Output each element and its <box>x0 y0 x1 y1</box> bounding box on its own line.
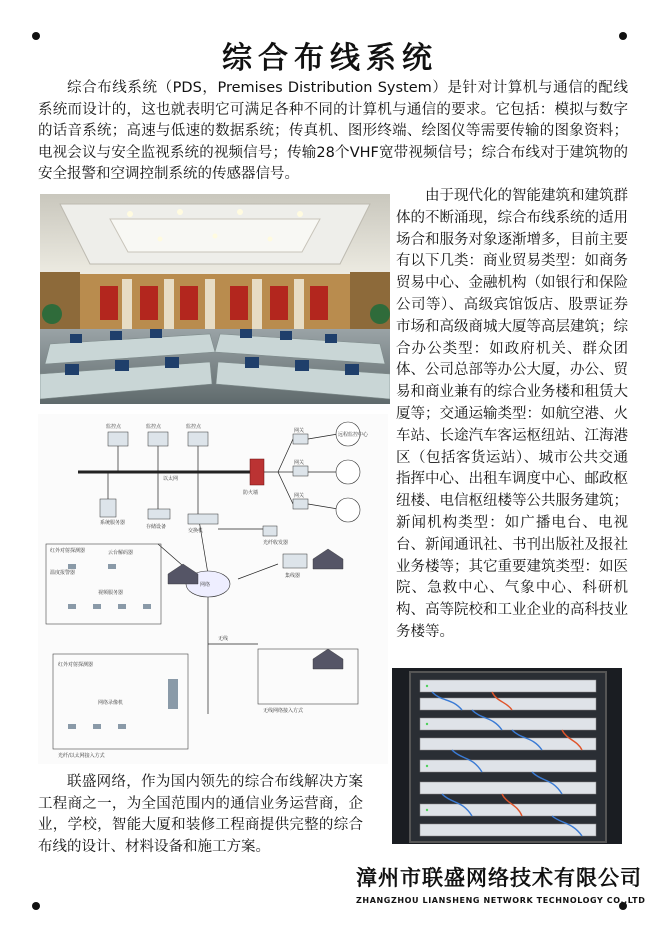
server-rack-image <box>392 668 622 844</box>
corner-dot <box>32 902 40 910</box>
company-intro-paragraph <box>38 772 363 858</box>
diagram-label-wireless: 无线 <box>218 636 229 642</box>
company-name-en: ZHANGZHOU LIANSHENG NETWORK TECHNOLOGY CO.,LTD <box>356 896 646 905</box>
diagram-label-monitor-1: 监控点 <box>106 424 122 430</box>
diagram-label-receiver: 集线器 <box>285 573 301 579</box>
company-intro-text: 联盛网络，作为国内领先的综合布线解决方案工程商之一，为全国范围内的通信业务运营商，企业，学校，智能大厦和装修工程商提供完整的综合布线的设计、材料设备和施工方案。 <box>38 774 363 855</box>
diagram-label-gateway-3: 网关 <box>294 493 305 499</box>
diagram-label-converter: 光纤收发器 <box>263 540 289 546</box>
page-title: 综合布线系统 <box>222 41 438 76</box>
diagram-label-lan: 以太网 <box>163 476 179 482</box>
diagram-label-video-server: 视频服务器 <box>98 590 124 596</box>
diagram-label-gateway-1: 网关 <box>294 428 305 434</box>
diagram-label-storage: 存储设备 <box>146 524 167 530</box>
intro-paragraph <box>38 78 628 186</box>
diagram-label-pir: 温度报警器 <box>50 570 76 576</box>
diagram-label-remote-center: 远程监控中心 <box>338 432 369 438</box>
diagram-label-firewall: 防火墙 <box>243 490 259 496</box>
office-hall-image <box>40 194 390 404</box>
diagram-label-monitor-3: 监控点 <box>186 424 202 430</box>
network-diagram <box>38 414 388 764</box>
diagram-label-access: 无线网络接入方式 <box>263 708 304 714</box>
diagram-label-gateway-2: 网关 <box>294 460 305 466</box>
diagram-label-access-2: 光纤/以太网接入方式 <box>58 753 105 759</box>
applications-text: 由于现代化的智能建筑和建筑群体的不断涌现，综合布线系统的适用场合和服务对象逐渐增多，目前主要有以下几类：商业贸易类型：如商务贸易中心、金融机构（如银行和保险公司等）、高级宾馆饭店、股票证券市场和高级商城大厦等高层建筑；综合办公类型：如政府机关、群众团体、公司总部等办公大厦，办公、贸易和商业兼有的综合业务楼和租赁大厦等；交通运输类型：如航空港、火车站、长途汽车客运枢纽站、江海港区（包括客货运站）、城市公共交通指挥中心、出租车调度中心、邮政枢纽楼、电信枢纽楼等公共服务建筑；新闻机构类型：如广播电台、电视台、新闻通讯社、书刊出版社及报社业务楼等；其它重要建筑类型：如医院、急救中心、气象中心、科研机构、高等院校和工业企业的高科技业务楼等。 <box>396 188 628 640</box>
diagram-label-network: 网络 <box>200 582 211 588</box>
diagram-label-nvr: 网络录像机 <box>98 700 124 706</box>
diagram-label-monitor-2: 监控点 <box>146 424 162 430</box>
intro-text: 综合布线系统（PDS，Premises Distribution System）是针对计算机与通信的配线系统而设计的，这也就表明它可满足各种不同的计算机与通信的要求。它包括：模拟与数字的话音系统；高速与低速的数据系统；传真机、图形终端、绘图仪等需要传输的图象资料；电视会议与安全监视系统的视频信号；传输28个VHF宽带视频信号；综合布线对于建筑物的安全报警和空调控制系统的传感器信号。 <box>38 80 628 182</box>
applications-paragraph <box>396 186 628 644</box>
diagram-label-alarm: 红外对射探测器 <box>50 548 86 554</box>
diagram-label-alarm-2: 红外对射探测器 <box>58 662 94 668</box>
company-name-cn: 漳州市联盛网络技术有限公司 <box>356 866 642 890</box>
diagram-label-decoder: 云台解码器 <box>108 550 134 556</box>
diagram-label-switch: 交换机 <box>188 528 204 534</box>
diagram-label-server: 系统服务器 <box>100 520 126 526</box>
